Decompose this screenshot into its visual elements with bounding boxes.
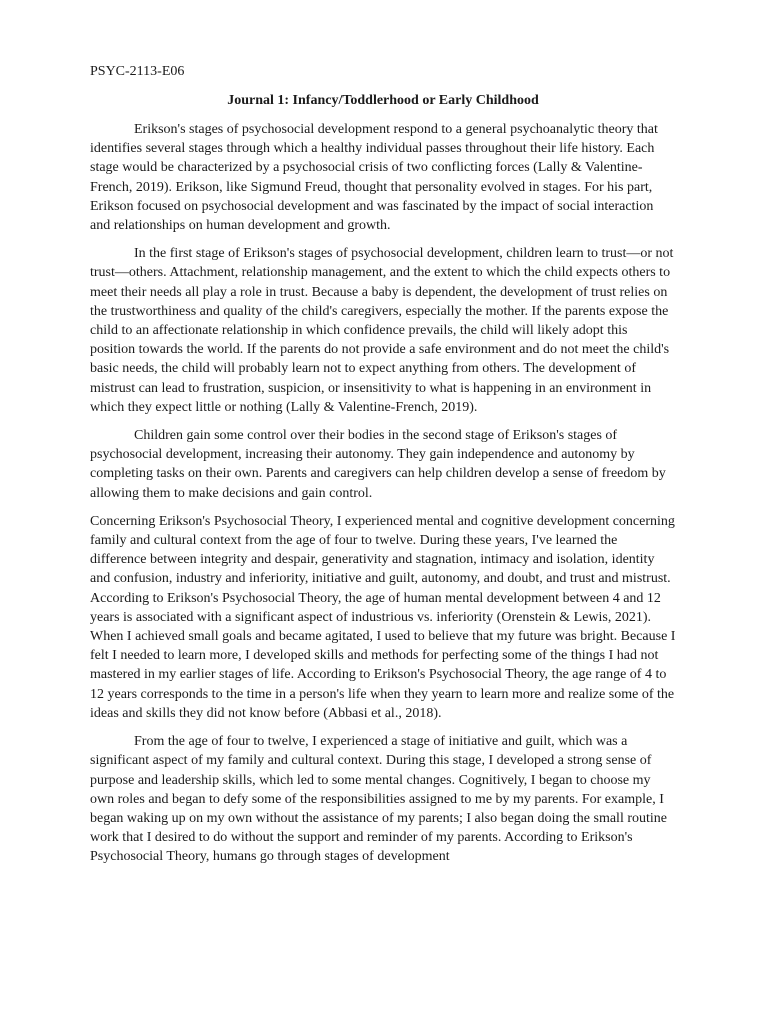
paragraph-4: Concerning Erikson's Psychosocial Theory, I experienced mental and cognitive development concerning family and cultural context from the age of four to twelve. During these years, I've learned the difference between integrity and despair, generativity and stagnation, intimacy and isolation, identity and confusion, industry and inferiority, initiative and guilt, autonomy, and doubt, and trust and mistrust. According to Erikson's Psychosocial Theory, the age of human mental development between 4 and 12 years is associated with a significant aspect of industrious vs. inferiority (Orenstein & Lewis, 2021). When I achieved small goals and became agitated, I used to believe that my future was bright. Because I felt I needed to learn more, I developed skills and methods for perfecting some of the things I had not mastered in my earlier stages of life. According to Erikson's Psychosocial Theory, the age range of 4 to 12 years corresponds to the time in a person's life when they yearn to learn more and realize some of the ideas and skills they did not know before (Abbasi et al., 2018). xyxy=(90,513,676,721)
paragraph-3: Children gain some control over their bodies in the second stage of Erikson's stages of psychosocial development, increasing their autonomy. They gain independence and autonomy by completing tasks on their own. Parents and caregivers can help children develop a sense of freedom by allowing them to make decisions and gain control. xyxy=(90,428,666,501)
paragraph-2: In the first stage of Erikson's stages of psychosocial development, children learn to trust—or not trust—others. Attachment, relationship management, and the extent to which the child expects others to meet their needs all play a role in trust. Because a baby is dependent, the development of trust relies on the trustworthiness and quality of the child's caregivers, especially the mother. If the parents expose the child to an affectionate relationship in which confidence prevails, the child will likely adopt this position towards the world. If the parents do not provide a safe environment and do not meet the child's basic needs, the child will probably learn not to expect anything from others. The development of mistrust can lead to frustration, suspicion, or insensitivity to what is happening in an environment in which they expect little or nothing (Lally & Valentine-French, 2019). xyxy=(90,246,674,415)
paragraph-1: Erikson's stages of psychosocial development respond to a general psychoanalytic theory that identifies several stages through which a healthy individual passes throughout their life history. Each stage would be characterized by a psychosocial crisis of two conflicting forces (Lally & Valentine-French, 2019). Erikson, like Sigmund Freud, thought that personality evolved in stages. For his part, Erikson focused on psychosocial development and was fascinated by the impact of social interaction and relationships on human development and growth. xyxy=(90,122,658,234)
document-page xyxy=(90,62,676,876)
paragraph-5: From the age of four to twelve, I experienced a stage of initiative and guilt, which was a significant aspect of my family and cultural context. During this stage, I developed a strong sense of purpose and leadership skills, which led to some mental changes. Cognitively, I began to choose my own roles and began to defy some of the responsibilities assigned to me by my parents. For example, I began waking up on my own without the assistance of my parents; I also began doing the small routine work that I desired to do without the support and reminder of my parents. According to Erikson's Psychosocial Theory, humans go through stages of development xyxy=(90,734,667,865)
document-title: Journal 1: Infancy/Toddlerhood or Early Childhood xyxy=(227,93,539,108)
course-code: PSYC-2113-E06 xyxy=(90,64,185,79)
